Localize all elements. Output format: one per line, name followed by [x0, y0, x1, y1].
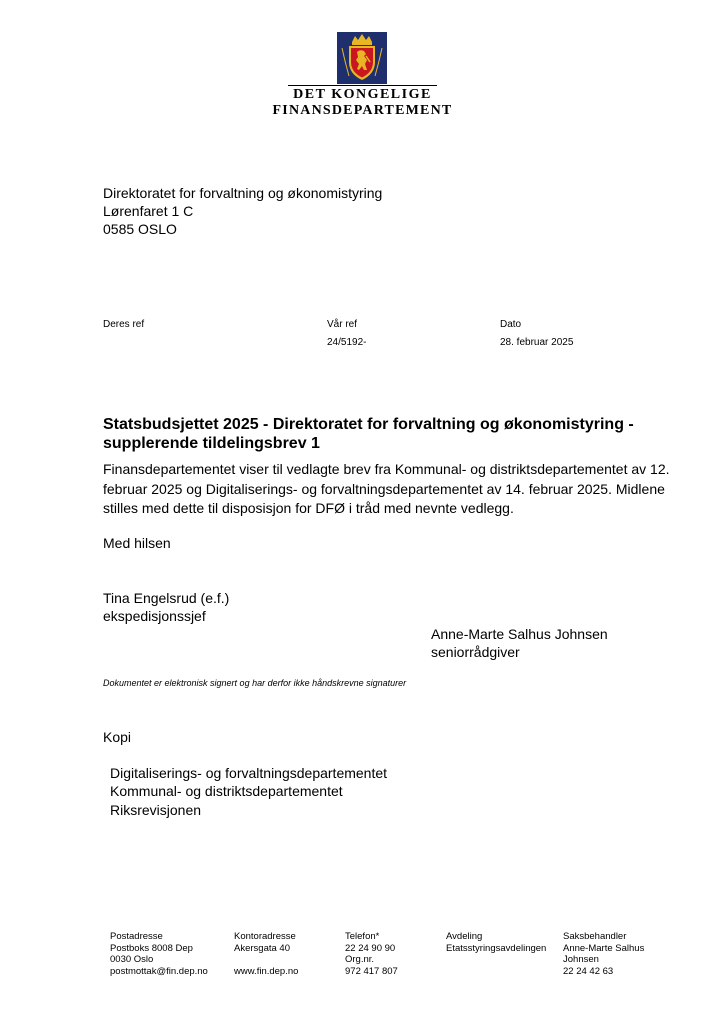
var-ref-value: 24/5192- [327, 337, 367, 348]
var-ref-label: Vår ref [327, 319, 358, 330]
footer-avdeling-label: Avdeling [446, 931, 483, 942]
copy-recipient: Kommunal- og distriktsdepartementet [110, 783, 343, 799]
body-line: stilles med dette til disposisjon for DFØ i tråd med nevnte vedlegg. [103, 500, 514, 516]
footer-saksbehandler-name2: Johnsen [563, 954, 599, 965]
recipient-address [103, 184, 382, 238]
logo-text-line2: FINANSDEPARTEMENT [272, 103, 453, 118]
dato-label: Dato [500, 319, 522, 330]
signer2-name: Anne-Marte Salhus Johnsen [431, 626, 608, 642]
footer-orgnr-label: Org.nr. [345, 954, 375, 965]
footer-orgnr-value: 972 417 807 [345, 965, 398, 977]
footer-kontoradresse-label: Kontoradresse [234, 931, 296, 942]
footer-kontoradresse-street: Akersgata 40 [234, 942, 290, 954]
footer-saksbehandler-label: Saksbehandler [563, 931, 627, 942]
ministry-logo [270, 32, 455, 122]
signer1-title: ekspedisjonssjef [103, 608, 206, 624]
greeting: Med hilsen [103, 535, 171, 551]
copy-heading: Kopi [103, 729, 132, 745]
footer-email: postmottak@fin.dep.no [110, 965, 208, 977]
body-line: februar 2025 og Digitaliserings- og forvaltningsdepartementet av 14. februar 2025. Midlene [103, 480, 665, 497]
footer-kontoradresse-blank [234, 954, 298, 966]
copy-recipient: Digitaliserings- og forvaltningsdepartementet [110, 765, 388, 781]
logo-rule-top [288, 85, 437, 86]
signer1-name: Tina Engelsrud (e.f.) [103, 590, 230, 606]
footer-avdeling [446, 931, 546, 954]
footer-website: www.fin.dep.no [234, 965, 299, 977]
recipient-name: Direktoratet for forvaltning og økonomistyring [103, 185, 383, 201]
recipient-street: Lørenfaret 1 C [103, 203, 194, 219]
dato-value: 28. februar 2025 [500, 337, 574, 348]
footer-telefon [345, 931, 398, 977]
letter-title-line2: supplerende tildelingsbrev 1 [103, 435, 320, 452]
footer-saksbehandler-phone: 22 24 42 63 [563, 965, 614, 977]
footer-postadresse-city: 0030 Oslo [110, 954, 154, 965]
footer-saksbehandler-name1: Anne-Marte Salhus [563, 942, 645, 954]
deres-ref-label: Deres ref [103, 319, 145, 330]
recipient-postal: 0585 OSLO [103, 221, 177, 237]
copy-recipient: Riksrevisjonen [110, 802, 202, 818]
letter-body [103, 460, 670, 519]
footer-postadresse [110, 931, 208, 977]
footer-postadresse-label: Postadresse [110, 931, 163, 942]
letter-title [103, 415, 643, 453]
footer-avdeling-value: Etatsstyringsavdelingen [446, 942, 547, 954]
footer-saksbehandler [563, 931, 644, 977]
letter-title-line1: Statsbudsjettet 2025 - Direktoratet for forvaltning og økonomistyring - [103, 416, 634, 433]
signer2-title: seniorrådgiver [431, 644, 520, 660]
electronic-signature-note: Dokumentet er elektronisk signert og har derfor ikke håndskrevne signaturer [103, 678, 407, 688]
footer-kontoradresse [234, 931, 298, 977]
logo-text-line1: DET KONGELIGE [293, 87, 432, 102]
footer-telefon-number: 22 24 90 90 [345, 942, 396, 954]
body-line: Finansdepartementet viser til vedlagte brev fra Kommunal- og distriktsdepartementet av 12. [103, 461, 670, 477]
footer-postadresse-box: Postboks 8008 Dep [110, 942, 193, 954]
coat-of-arms-icon [337, 32, 387, 84]
footer-telefon-label: Telefon* [345, 931, 380, 942]
